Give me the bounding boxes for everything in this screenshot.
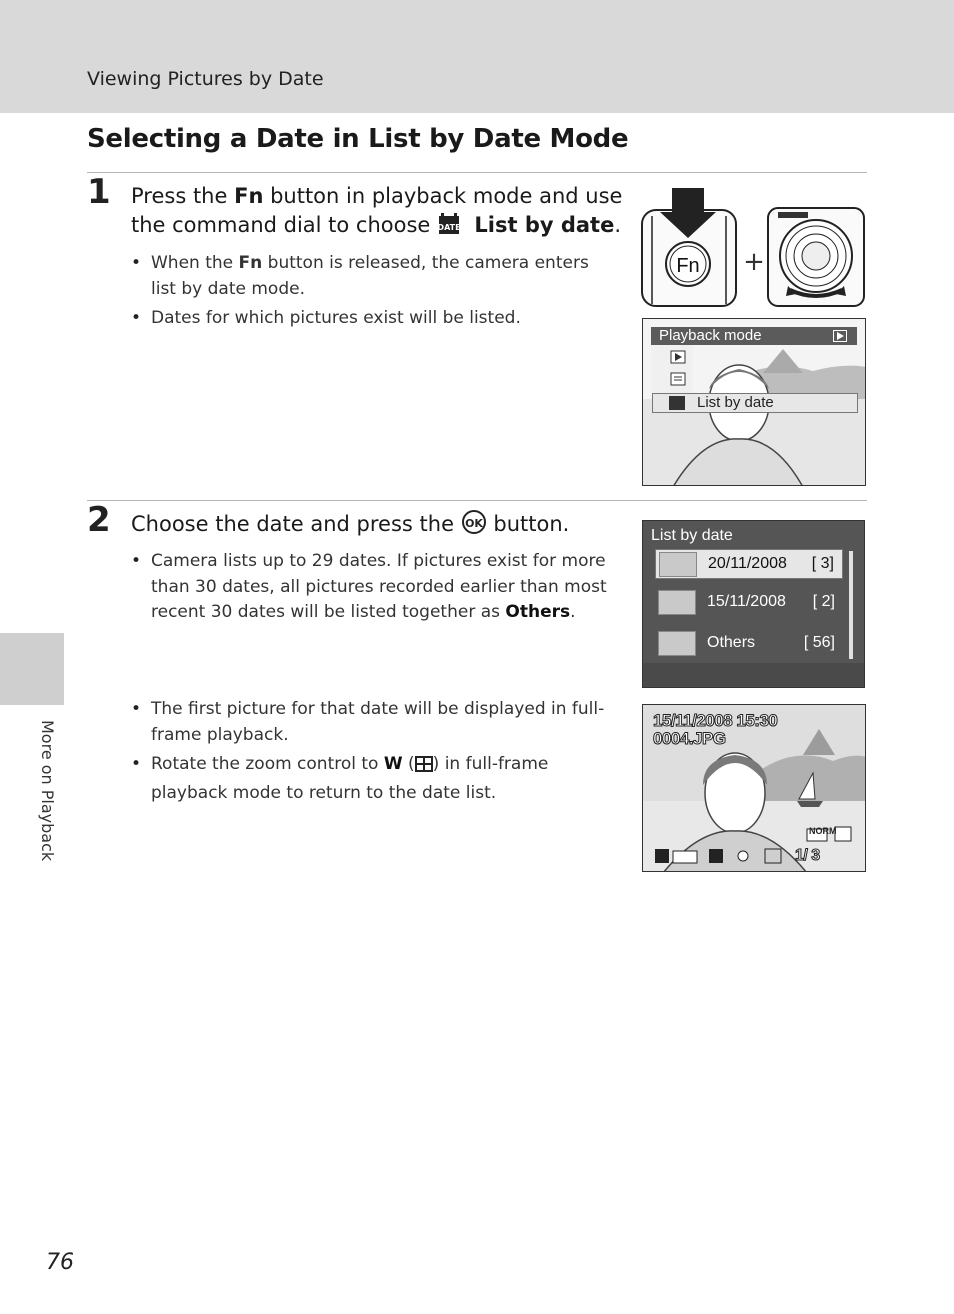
step-2-bullet-2: • The first picture for that date will be displayed in full-frame playback. [131, 697, 611, 748]
step-1-bullet-2: • Dates for which pictures exist will be listed. [131, 306, 611, 332]
ok-button-icon [461, 510, 487, 542]
list-row-date: 20/11/2008 [708, 555, 787, 572]
datetime-overlay: 15/11/2008 15:30 [653, 711, 778, 730]
playback-icon [833, 330, 847, 342]
camera-buttons-figure [640, 186, 868, 308]
step-1-text-a: Press the [131, 184, 235, 208]
svg-text:OK: OK [464, 517, 483, 530]
list-footer [643, 663, 865, 688]
thumbnail-image [658, 590, 696, 615]
playback-mode-menu-screen [642, 318, 866, 486]
fn-icon: Fn [234, 184, 264, 208]
step-2-text-b: button. [486, 512, 570, 536]
list-row-1 [655, 549, 843, 579]
filename-overlay: 0004.JPG [653, 729, 726, 748]
list-by-date-title: List by date [651, 527, 733, 544]
quality-indicator: NORM [809, 826, 837, 836]
list-row-2 [655, 588, 843, 618]
fn-icon: Fn [238, 253, 263, 273]
svg-text:DATE: DATE [437, 223, 461, 232]
step-2-number: 2 [87, 500, 111, 540]
title-divider [87, 172, 867, 173]
list-row-date: 15/11/2008 [707, 593, 786, 610]
playback-mode-title: Playback mode [651, 327, 857, 345]
full-frame-playback-screen [642, 704, 866, 872]
list-by-date-menu-item: List by date [652, 393, 858, 413]
step-2-bullets-b [131, 697, 611, 810]
list-by-date-icon [669, 396, 685, 410]
thumbnail-image [659, 552, 697, 577]
step-1-text-c: the command dial to choose [131, 213, 438, 237]
list-row-count: [ 2] [812, 593, 835, 610]
chapter-tab [0, 633, 64, 705]
list-by-date-screen [642, 520, 865, 688]
thumbnail-icon [415, 755, 433, 781]
scrollbar [849, 551, 853, 659]
section-header: Viewing Pictures by Date [87, 68, 324, 90]
list-row-count: [ 3] [811, 555, 834, 572]
thumbnail-image [658, 631, 696, 656]
step-1-text-b: button in playback mode and use [263, 184, 623, 208]
fn-button-label: Fn [676, 255, 700, 277]
step-1-bullets [131, 251, 611, 336]
list-row-3 [655, 629, 843, 659]
page-number: 76 [46, 1250, 74, 1275]
plus-sign: + [743, 247, 765, 277]
step-2-bullet-1: • Camera lists up to 29 dates. If pictures exist for more than 30 dates, all pictures recorded earlier than most recent 30 dates will be listed together as Others. [131, 549, 611, 626]
step-2-bullets-a [131, 549, 611, 630]
step-1-number: 1 [87, 172, 111, 212]
list-row-count: [ 56] [803, 634, 835, 651]
header-band [0, 0, 954, 113]
frame-counter: 1/ 3 [795, 847, 820, 864]
list-row-date: Others [707, 634, 756, 651]
step-1-choice: List by date [474, 213, 615, 237]
chapter-label: More on Playback [38, 720, 57, 862]
step-divider [87, 500, 867, 501]
step-2-text-a: Choose the date and press the [131, 512, 461, 536]
step-1-instruction: Press the Fn button in playback mode and use the command dial to choose DATE List by date. [131, 182, 622, 243]
step-2-bullet-3: • Rotate the zoom control to W ( ) in full-frame playback mode to return to the date list. [131, 752, 611, 806]
list-by-date-icon [437, 213, 461, 243]
step-2-instruction [131, 510, 569, 542]
page-title: Selecting a Date in List by Date Mode [87, 124, 629, 154]
step-1-bullet-1: • When the Fn button is released, the camera enters list by date mode. [131, 251, 611, 302]
